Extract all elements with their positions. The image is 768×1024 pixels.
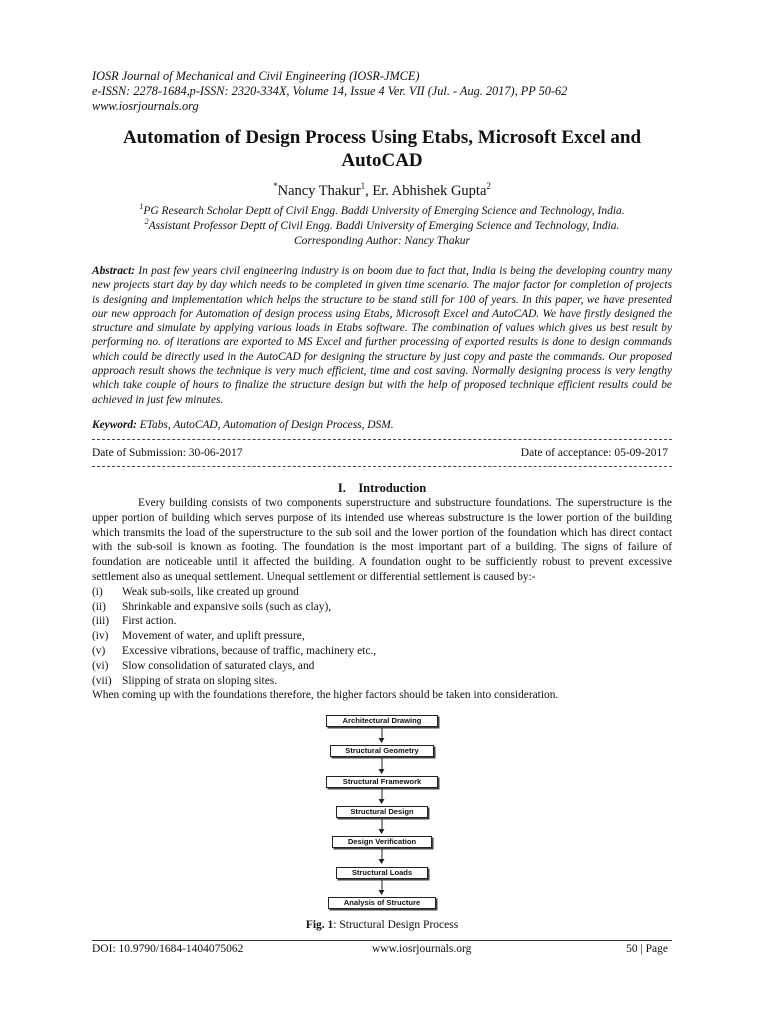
list-item [92, 629, 672, 644]
structural-design-flowchart [92, 712, 672, 912]
journal-header [92, 69, 567, 114]
divider-bottom [92, 466, 672, 467]
submission-date: Date of Submission: 30-06-2017 [92, 447, 243, 459]
flowchart-step: Structural Framework [326, 776, 438, 788]
flowchart-step: Structural Loads [336, 867, 428, 879]
flowchart-arrow [382, 728, 383, 742]
list-item-text: Excessive vibrations, because of traffic, machinery etc., [122, 644, 377, 657]
author-2: Er. Abhishek Gupta [372, 183, 487, 199]
list-item [92, 585, 672, 600]
corresponding-star: * [273, 181, 278, 192]
flowchart-arrow [382, 849, 383, 863]
journal-website: www.iosrjournals.org [92, 99, 199, 113]
list-item-number: (iii) [92, 615, 110, 628]
affiliation-2-text: Assistant Professor Deptt of Civil Engg. Baddi University of Emerging Science and Technology, India. [148, 220, 620, 232]
flowchart-step: Structural Geometry [330, 745, 434, 757]
author-separator: , [365, 183, 373, 199]
list-item-number: (ii) [92, 600, 106, 613]
flowchart-arrow [382, 789, 383, 803]
abstract-label: Abstract: [92, 265, 136, 277]
flowchart-arrow [382, 819, 383, 833]
flowchart-arrow [382, 880, 383, 894]
list-item [92, 644, 672, 659]
figure-caption [92, 918, 672, 932]
paper-title [92, 126, 672, 172]
flowchart-step: Design Verification [332, 836, 432, 848]
affiliation-1 [92, 204, 672, 219]
list-item-number: (vi) [92, 659, 109, 672]
list-item [92, 659, 672, 674]
abstract [92, 264, 672, 407]
closing-sentence: When coming up with the foundations therefore, the higher factors should be taken into consideration. [92, 689, 559, 702]
footer-website: www.iosrjournals.org [372, 943, 472, 955]
divider-top [92, 439, 672, 440]
introduction-body [92, 496, 672, 703]
list-item-text: First action. [122, 615, 177, 628]
paper-page [92, 0, 672, 1024]
author-1-affil: 1 [360, 181, 366, 192]
footer-doi: DOI: 10.9790/1684-1404075062 [92, 943, 244, 955]
affiliation-2-sup: 2 [144, 217, 149, 227]
affiliation-2 [92, 219, 672, 234]
flowchart-step: Architectural Drawing [326, 715, 438, 727]
abstract-text: In past few years civil engineering industry is on boom due to fact that, India is being the developing country many new projects start day by day which needs to be completed in given time scenario. The major factor for completion of projects is designing and implementation which helps the structure to be stand still for 100 of years. In this paper, we have presented our new approach for Automation of design process using Etabs, Microsoft Excel and AutoCAD. We have firstly designed the structure and simulate by applying various loads in Etabs software. The combination of values which gives us best result by performing no. of iterations are exported to MS Excel and further processing of exported results is done to design commands which could be directly used in the AutoCAD for designing the structure by just copy and paste the commands. Our proposed approach result shows the technique is very much efficient, time and cost saving. Normally designing process is very lengthy which take couple of hours to finalize the structure design but with the help of proposed technique efficient results could be achieved in just few minutes. [92, 265, 672, 406]
acceptance-date: Date of acceptance: 05-09-2017 [520, 447, 668, 459]
caption-label: Fig. 1 [305, 919, 334, 931]
title-line-2: AutoCAD [341, 150, 423, 171]
affiliations [92, 204, 672, 249]
flowchart-step: Structural Design [336, 806, 428, 818]
affiliation-1-sup: 1 [139, 202, 144, 212]
affiliation-1-text: PG Research Scholar Deptt of Civil Engg. Baddi University of Emerging Science and Technology, India. [143, 205, 625, 217]
footer-rule [92, 940, 672, 941]
list-item-text: Movement of water, and uplift pressure, [122, 630, 305, 643]
keywords [92, 418, 394, 432]
list-item [92, 674, 672, 689]
author-2-affil: 2 [486, 181, 491, 192]
footer-page-number: 50 | Page [626, 943, 668, 955]
flowchart-arrow [382, 758, 383, 772]
corresponding-author: Corresponding Author: Nancy Thakur [293, 235, 470, 247]
list-item-number: (vii) [92, 674, 112, 687]
list-item [92, 614, 672, 629]
title-line-1: Automation of Design Process Using Etabs, Microsoft Excel and [122, 127, 642, 148]
list-item-text: Shrinkable and expansive soils (such as clay), [122, 600, 332, 613]
list-item-number: (v) [92, 644, 106, 657]
caption-text: : Structural Design Process [333, 919, 459, 931]
list-item-text: Weak sub-soils, like created up ground [122, 585, 299, 598]
journal-name: IOSR Journal of Mechanical and Civil Engineering (IOSR-JMCE) [92, 69, 420, 83]
list-item-text: Slow consolidation of saturated clays, and [122, 659, 315, 672]
list-item [92, 600, 672, 615]
list-item-text: Slipping of strata on sloping sites. [122, 674, 278, 687]
keyword-label: Keyword: [92, 419, 137, 431]
section-heading: I. Introduction [337, 481, 427, 495]
intro-paragraph: Every building consists of two components superstructure and substructure foundations. The superstructure is the upper portion of building which serves purpose of its intended use whereas substructure is the lower portion of the building which transmits the load of the superstructure to the sub soil and the lower portion of the foundation which has direct contact with the sub-soil is known as footing. The foundation is the most important part of a building. The signs of failure of foundation are noticeable until it affected the building. A foundation ought to be sufficiently robust to prevent excessive settlement also as unequal settlement. Unequal settlement or differential settlement is caused by:- [92, 497, 672, 583]
journal-issn: e-ISSN: 2278-1684,p-ISSN: 2320-334X, Volume 14, Issue 4 Ver. VII (Jul. - Aug. 2017), PP 50-62 [92, 84, 568, 98]
authors [92, 182, 672, 200]
list-item-number: (iv) [92, 630, 109, 643]
flowchart-step: Analysis of Structure [328, 897, 436, 909]
author-1: Nancy Thakur [277, 183, 361, 199]
keyword-text: ETabs, AutoCAD, Automation of Design Process, DSM. [136, 419, 394, 431]
list-item-number: (i) [92, 585, 103, 598]
causes-list [92, 585, 672, 689]
